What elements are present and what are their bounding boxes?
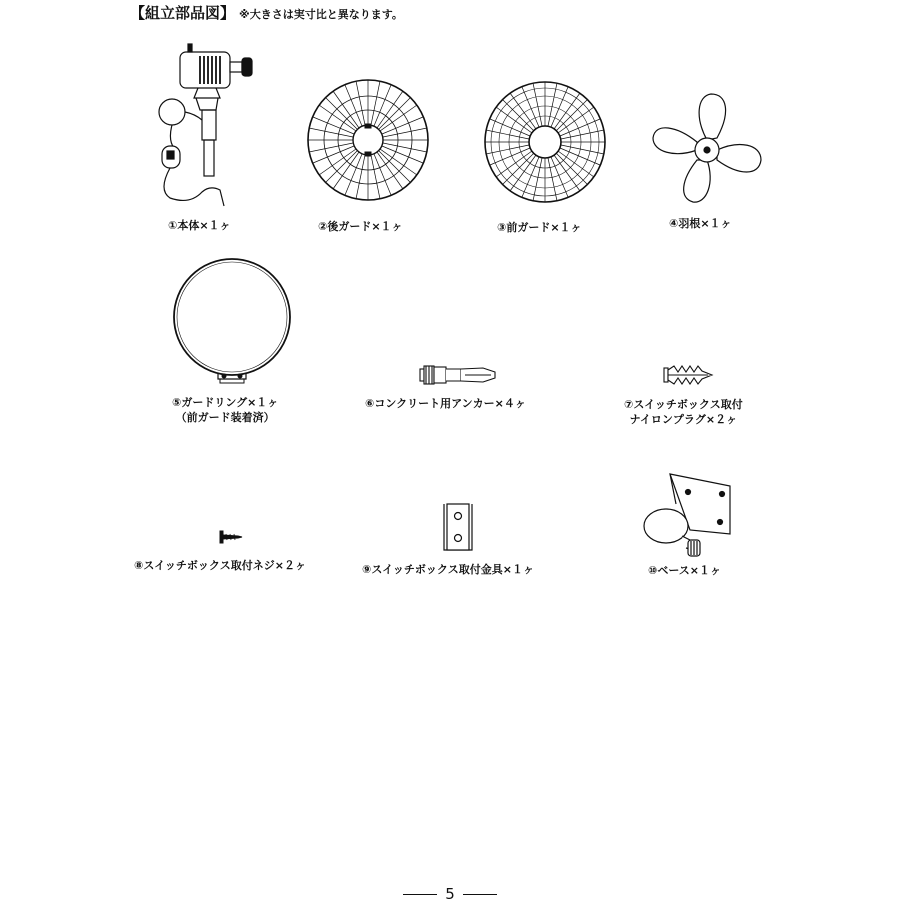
footer-dash-right <box>463 894 497 895</box>
main-body-illustration <box>150 40 260 210</box>
nylon-plug-illustration <box>620 362 770 392</box>
concrete-anchor-illustration <box>365 358 555 398</box>
part-base-label: ⑩ベース×１ヶ <box>648 564 721 577</box>
part-base <box>630 470 760 580</box>
part-bracket <box>360 500 560 580</box>
part-rear-guard-label: ②後ガード×１ヶ <box>318 220 403 233</box>
screw-illustration <box>134 528 334 548</box>
page-footer <box>0 885 900 903</box>
scale-note: ※大きさは実寸比と異なります。 <box>239 8 403 21</box>
part-screw <box>134 528 334 578</box>
blade-illustration <box>645 88 769 212</box>
part-guard-ring-label: ⑤ガードリング×１ヶ （前ガード装着済） <box>172 396 279 424</box>
footer-dash-left <box>403 894 437 895</box>
part-front-guard-label: ③前ガード×１ヶ <box>497 221 582 234</box>
part-main-body <box>150 40 260 232</box>
part-concrete-anchor <box>365 358 555 418</box>
page-number: 5 <box>445 885 455 903</box>
part-guard-ring-sublabel: （前ガード装着済） <box>175 411 275 424</box>
part-nylon-plug <box>620 362 770 432</box>
part-main-body-label: ①本体×１ヶ <box>168 219 231 232</box>
page-header <box>130 2 403 23</box>
guard-ring-illustration <box>168 255 298 385</box>
part-rear-guard <box>306 78 430 233</box>
front-guard-illustration <box>483 80 607 204</box>
rear-guard-illustration <box>306 78 430 202</box>
part-blade <box>645 88 769 238</box>
part-nylon-plug-label: ⑦スイッチボックス取付 ナイロンプラグ×２ヶ <box>624 398 743 426</box>
part-front-guard <box>483 80 607 234</box>
part-screw-label: ⑧スイッチボックス取付ネジ×２ヶ <box>134 559 306 572</box>
part-nylon-plug-sublabel: ナイロンプラグ×２ヶ <box>629 413 738 426</box>
part-blade-label: ④羽根×１ヶ <box>669 217 732 230</box>
section-title: 【組立部品図】 <box>130 4 236 22</box>
bracket-illustration <box>360 500 560 556</box>
part-guard-ring <box>168 255 298 435</box>
base-illustration <box>630 470 760 565</box>
part-concrete-anchor-label: ⑥コンクリート用アンカー×４ヶ <box>365 397 526 410</box>
part-bracket-label: ⑨スイッチボックス取付金具×１ヶ <box>362 563 534 576</box>
